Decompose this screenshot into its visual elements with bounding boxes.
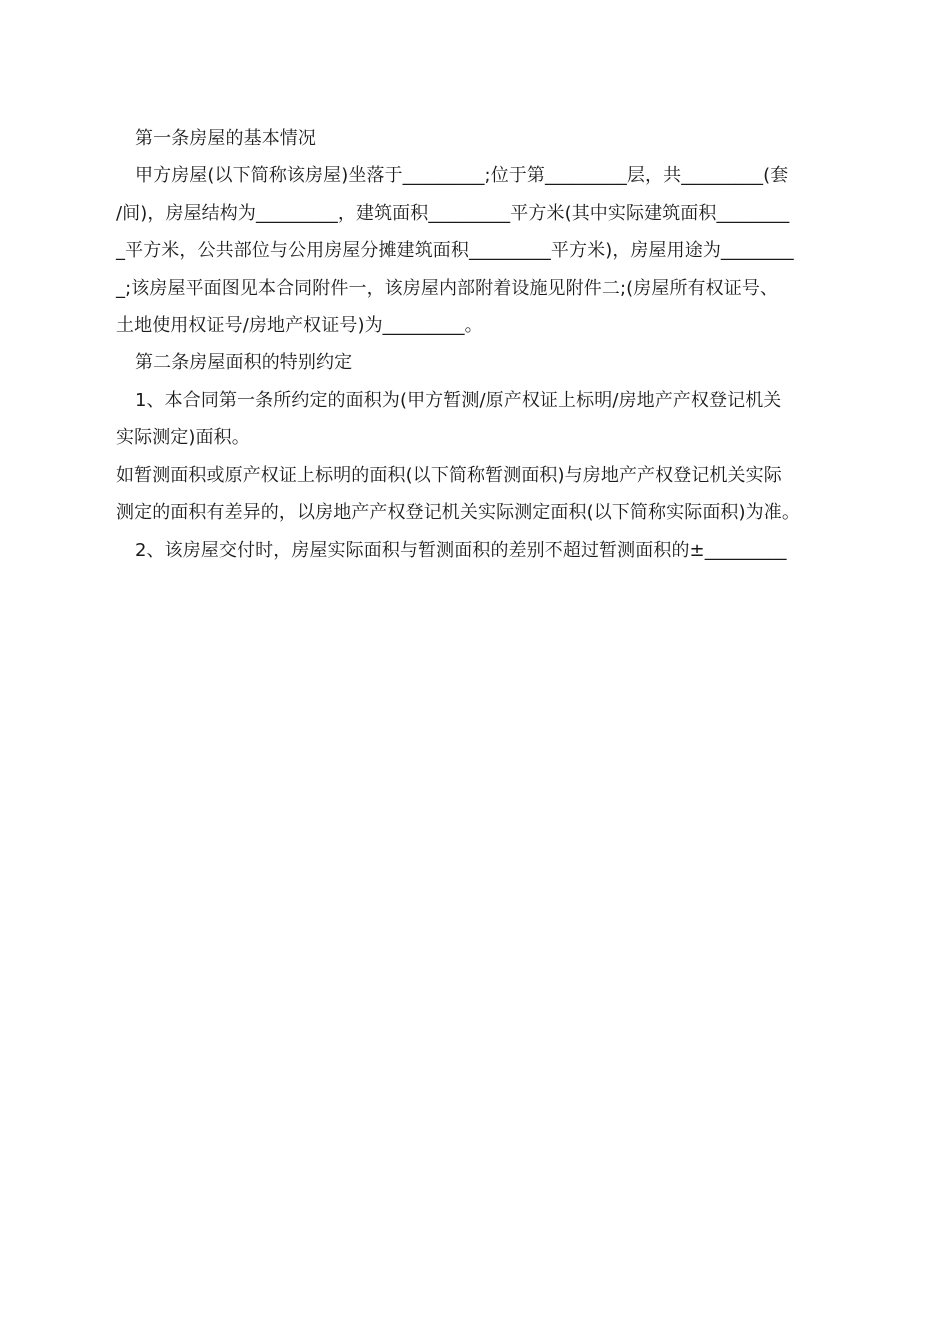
paragraph-line: 测定的面积有差异的，以房地产产权登记机关实际测定面积(以下简称实际面积)为准。: [116, 502, 800, 523]
paragraph-line: 2、该房屋交付时，房屋实际面积与暂测面积的差别不超过暂测面积的±_________: [135, 540, 787, 561]
article-2-heading: 第二条房屋面积的特别约定: [135, 352, 353, 373]
paragraph-line: _平方米，公共部位与公用房屋分摊建筑面积_________平方米)，房屋用途为________: [116, 240, 794, 261]
paragraph-line: 甲方房屋(以下简称该房屋)坐落于_________;位于第_________层，共_________(套: [135, 165, 789, 186]
paragraph-line: _;该房屋平面图见本合同附件一，该房屋内部附着设施见附件二;(房屋所有权证号、: [116, 278, 779, 299]
paragraph-line: 实际测定)面积。: [116, 427, 250, 448]
paragraph-line: 1、本合同第一条所约定的面积为(甲方暂测/原产权证上标明/房地产产权登记机关: [135, 390, 782, 411]
paragraph-line: /间)，房屋结构为_________，建筑面积_________平方米(其中实际建筑面积________: [116, 203, 790, 224]
paragraph-line: 如暂测面积或原产权证上标明的面积(以下简称暂测面积)与房地产产权登记机关实际: [116, 465, 782, 486]
article-1-heading: 第一条房屋的基本情况: [135, 128, 316, 149]
paragraph-line: 土地使用权证号/房地产权证号)为_________。: [116, 315, 483, 336]
